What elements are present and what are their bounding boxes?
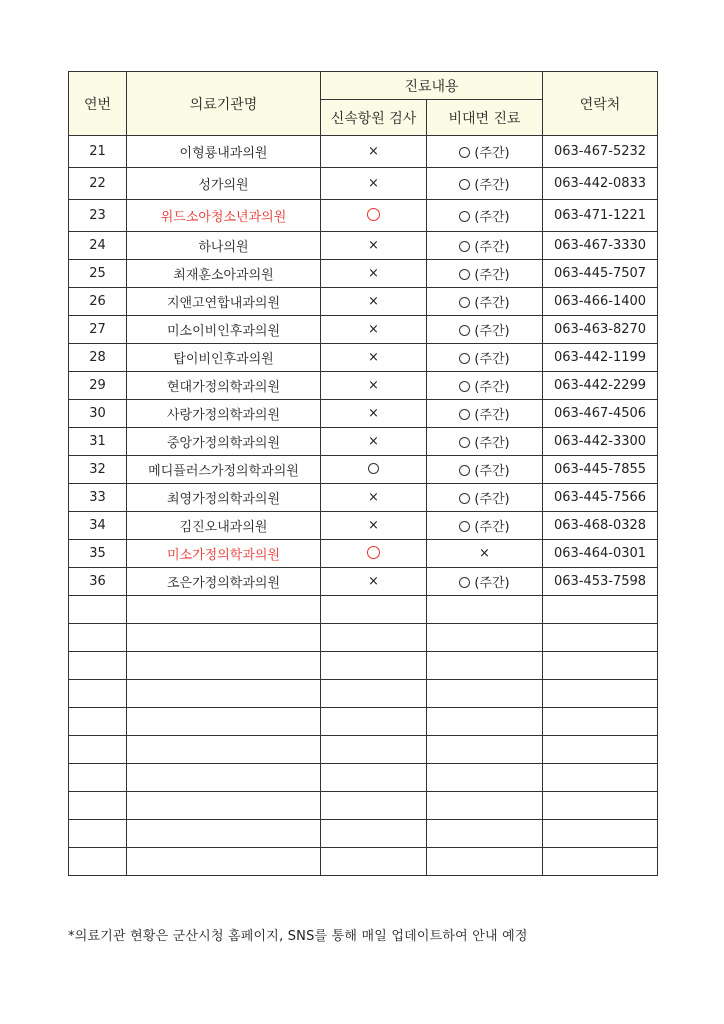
circle-icon (459, 577, 470, 588)
table-row (69, 428, 658, 456)
empty-cell (427, 848, 543, 876)
row-rapid-test (321, 232, 427, 260)
empty-cell (69, 624, 127, 652)
cross-icon: × (368, 176, 379, 191)
table-row (69, 168, 658, 200)
row-rapid-test (321, 344, 427, 372)
empty-row (69, 764, 658, 792)
empty-cell (543, 764, 658, 792)
empty-cell (321, 848, 427, 876)
empty-row (69, 652, 658, 680)
row-rapid-test (321, 136, 427, 168)
row-no: 36 (69, 568, 127, 596)
table-row (69, 232, 658, 260)
row-phone: 063-442-0833 (543, 168, 658, 200)
empty-cell (69, 708, 127, 736)
empty-cell (127, 792, 321, 820)
row-phone: 063-471-1221 (543, 200, 658, 232)
row-no: 35 (69, 540, 127, 568)
empty-cell (321, 764, 427, 792)
row-phone: 063-445-7507 (543, 260, 658, 288)
circle-icon (459, 353, 470, 364)
empty-cell (69, 764, 127, 792)
row-no: 29 (69, 372, 127, 400)
circle-icon (459, 297, 470, 308)
circle-icon (459, 211, 470, 222)
cross-icon: × (368, 518, 379, 533)
remote-day-label: (주간) (474, 146, 510, 161)
row-remote (427, 316, 543, 344)
table-row (69, 260, 658, 288)
empty-cell (427, 736, 543, 764)
circle-icon (459, 381, 470, 392)
empty-cell (427, 680, 543, 708)
table-row (69, 484, 658, 512)
table-row (69, 512, 658, 540)
cross-icon: × (368, 238, 379, 253)
empty-cell (69, 792, 127, 820)
row-no: 26 (69, 288, 127, 316)
cross-icon: × (368, 144, 379, 159)
row-phone: 063-453-7598 (543, 568, 658, 596)
circle-icon (459, 465, 470, 476)
empty-cell (127, 624, 321, 652)
remote-day-label: (주간) (474, 268, 510, 283)
row-name: 최재훈소아과의원 (127, 260, 321, 288)
empty-cell (543, 848, 658, 876)
circle-icon (367, 208, 380, 221)
table-row (69, 400, 658, 428)
row-no: 25 (69, 260, 127, 288)
row-remote (427, 344, 543, 372)
row-remote (427, 288, 543, 316)
cross-icon: × (368, 294, 379, 309)
row-rapid-test (321, 512, 427, 540)
circle-icon (459, 325, 470, 336)
row-phone: 063-442-3300 (543, 428, 658, 456)
empty-row (69, 820, 658, 848)
row-no: 31 (69, 428, 127, 456)
row-name: 지앤고연합내과의원 (127, 288, 321, 316)
empty-cell (321, 736, 427, 764)
cross-icon: × (368, 350, 379, 365)
cross-icon: × (368, 574, 379, 589)
row-name: 김진오내과의원 (127, 512, 321, 540)
row-rapid-test (321, 260, 427, 288)
empty-row (69, 848, 658, 876)
empty-row (69, 792, 658, 820)
empty-row (69, 736, 658, 764)
row-rapid-test (321, 484, 427, 512)
empty-cell (543, 624, 658, 652)
table-row (69, 288, 658, 316)
empty-cell (127, 736, 321, 764)
row-remote (427, 232, 543, 260)
row-name: 사랑가정의학과의원 (127, 400, 321, 428)
header-content: 진료내용 (321, 72, 543, 100)
circle-icon (368, 463, 379, 474)
row-name: 탑이비인후과의원 (127, 344, 321, 372)
row-phone: 063-445-7566 (543, 484, 658, 512)
remote-day-label: (주간) (474, 520, 510, 535)
cross-icon: × (368, 434, 379, 449)
row-name: 미소가정의학과의원 (127, 540, 321, 568)
remote-day-label: (주간) (474, 296, 510, 311)
empty-cell (69, 736, 127, 764)
table-body (69, 136, 658, 876)
circle-icon (459, 241, 470, 252)
table-row (69, 316, 658, 344)
empty-cell (69, 820, 127, 848)
row-name: 조은가정의학과의원 (127, 568, 321, 596)
empty-cell (427, 764, 543, 792)
header-rapid-test: 신속항원 검사 (321, 100, 427, 136)
row-no: 27 (69, 316, 127, 344)
empty-cell (69, 596, 127, 624)
empty-cell (427, 708, 543, 736)
circle-icon (459, 269, 470, 280)
row-rapid-test (321, 568, 427, 596)
circle-icon (459, 437, 470, 448)
row-phone: 063-466-1400 (543, 288, 658, 316)
row-name: 성가의원 (127, 168, 321, 200)
cross-icon: × (368, 378, 379, 393)
row-no: 32 (69, 456, 127, 484)
empty-cell (427, 820, 543, 848)
row-phone: 063-467-3330 (543, 232, 658, 260)
empty-cell (321, 596, 427, 624)
row-phone: 063-468-0328 (543, 512, 658, 540)
empty-cell (127, 680, 321, 708)
table-row (69, 372, 658, 400)
remote-day-label: (주간) (474, 576, 510, 591)
row-remote (427, 484, 543, 512)
empty-cell (127, 820, 321, 848)
row-no: 34 (69, 512, 127, 540)
empty-cell (321, 820, 427, 848)
empty-cell (321, 624, 427, 652)
row-name: 위드소아청소년과의원 (127, 200, 321, 232)
circle-icon (459, 521, 470, 532)
circle-icon (459, 179, 470, 190)
cross-icon: × (368, 406, 379, 421)
row-phone: 063-445-7855 (543, 456, 658, 484)
empty-cell (321, 680, 427, 708)
row-remote (427, 200, 543, 232)
empty-cell (543, 820, 658, 848)
row-rapid-test (321, 168, 427, 200)
empty-cell (127, 652, 321, 680)
row-no: 28 (69, 344, 127, 372)
row-no: 22 (69, 168, 127, 200)
empty-row (69, 708, 658, 736)
remote-day-label: (주간) (474, 240, 510, 255)
empty-cell (127, 708, 321, 736)
row-rapid-test (321, 456, 427, 484)
cross-icon: × (368, 322, 379, 337)
table-row (69, 136, 658, 168)
row-name: 하나의원 (127, 232, 321, 260)
row-remote (427, 372, 543, 400)
remote-day-label: (주간) (474, 436, 510, 451)
empty-cell (321, 792, 427, 820)
remote-day-label: (주간) (474, 210, 510, 225)
empty-cell (543, 680, 658, 708)
row-rapid-test (321, 400, 427, 428)
row-remote (427, 540, 543, 568)
row-name: 최영가정의학과의원 (127, 484, 321, 512)
empty-cell (427, 596, 543, 624)
cross-icon: × (479, 546, 490, 561)
remote-day-label: (주간) (474, 178, 510, 193)
empty-cell (127, 764, 321, 792)
row-phone: 063-464-0301 (543, 540, 658, 568)
row-rapid-test (321, 428, 427, 456)
row-name: 메디플러스가정의학과의원 (127, 456, 321, 484)
empty-cell (127, 596, 321, 624)
table-row (69, 344, 658, 372)
row-name: 현대가정의학과의원 (127, 372, 321, 400)
row-remote (427, 260, 543, 288)
remote-day-label: (주간) (474, 352, 510, 367)
empty-row (69, 680, 658, 708)
empty-cell (321, 652, 427, 680)
row-phone: 063-467-4506 (543, 400, 658, 428)
row-remote (427, 400, 543, 428)
remote-day-label: (주간) (474, 380, 510, 395)
row-remote (427, 512, 543, 540)
remote-day-label: (주간) (474, 408, 510, 423)
row-phone: 063-463-8270 (543, 316, 658, 344)
header-name: 의료기관명 (127, 72, 321, 136)
empty-cell (543, 596, 658, 624)
row-rapid-test (321, 540, 427, 568)
row-no: 24 (69, 232, 127, 260)
row-rapid-test (321, 372, 427, 400)
row-remote (427, 456, 543, 484)
row-no: 30 (69, 400, 127, 428)
row-rapid-test (321, 200, 427, 232)
empty-cell (543, 736, 658, 764)
empty-cell (543, 652, 658, 680)
table-row (69, 200, 658, 232)
row-phone: 063-467-5232 (543, 136, 658, 168)
header-no: 연번 (69, 72, 127, 136)
row-remote (427, 428, 543, 456)
remote-day-label: (주간) (474, 464, 510, 479)
table-row (69, 456, 658, 484)
empty-cell (127, 848, 321, 876)
header-contact: 연락처 (543, 72, 658, 136)
row-remote (427, 568, 543, 596)
empty-row (69, 596, 658, 624)
empty-cell (69, 652, 127, 680)
row-remote (427, 168, 543, 200)
table-row (69, 568, 658, 596)
row-no: 23 (69, 200, 127, 232)
clinic-table (68, 71, 658, 876)
header-remote: 비대면 진료 (427, 100, 543, 136)
row-name: 중앙가정의학과의원 (127, 428, 321, 456)
table-row (69, 540, 658, 568)
empty-cell (543, 708, 658, 736)
cross-icon: × (368, 490, 379, 505)
row-name: 미소이비인후과의원 (127, 316, 321, 344)
empty-cell (427, 652, 543, 680)
remote-day-label: (주간) (474, 492, 510, 507)
row-no: 33 (69, 484, 127, 512)
row-phone: 063-442-2299 (543, 372, 658, 400)
row-phone: 063-442-1199 (543, 344, 658, 372)
row-rapid-test (321, 316, 427, 344)
empty-cell (427, 624, 543, 652)
empty-row (69, 624, 658, 652)
remote-day-label: (주간) (474, 324, 510, 339)
empty-cell (543, 792, 658, 820)
empty-cell (69, 680, 127, 708)
circle-icon (367, 546, 380, 559)
row-no: 21 (69, 136, 127, 168)
row-remote (427, 136, 543, 168)
row-rapid-test (321, 288, 427, 316)
cross-icon: × (368, 266, 379, 281)
empty-cell (427, 792, 543, 820)
circle-icon (459, 493, 470, 504)
footnote: *의료기관 현황은 군산시청 홈페이지, SNS를 통해 매일 업데이트하여 안내 예정 (68, 929, 528, 944)
empty-cell (69, 848, 127, 876)
circle-icon (459, 409, 470, 420)
circle-icon (459, 147, 470, 158)
row-name: 이형룡내과의원 (127, 136, 321, 168)
empty-cell (321, 708, 427, 736)
